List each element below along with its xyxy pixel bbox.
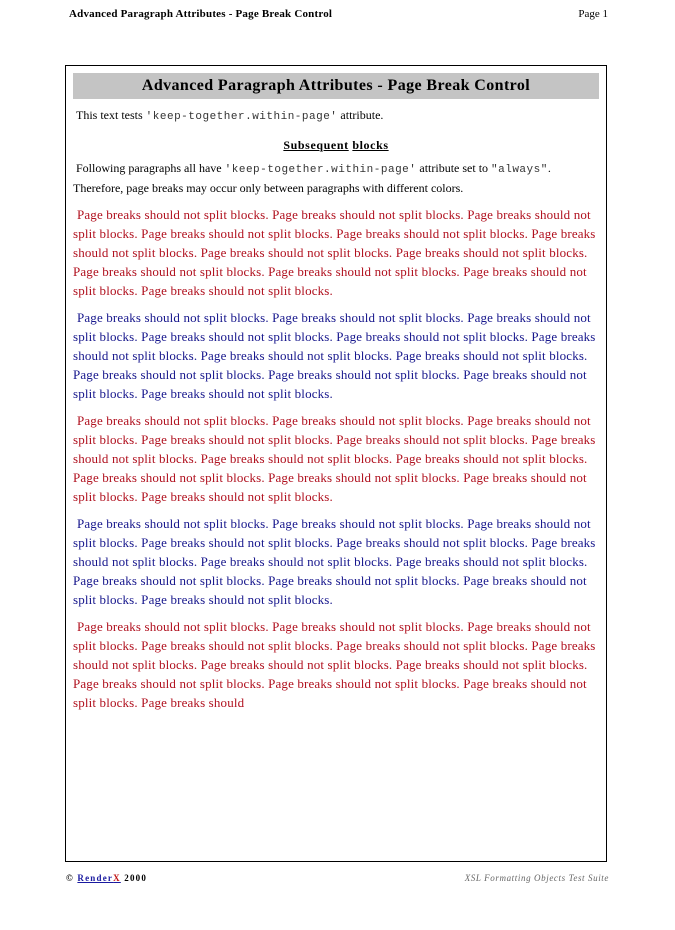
copyright-symbol: © <box>66 873 74 883</box>
brand-x: X <box>113 873 121 883</box>
running-header-title: Advanced Paragraph Attributes - Page Break Control <box>69 8 333 20</box>
note-code1: 'keep-together.within-page' <box>224 164 417 176</box>
paragraph-blue-2: Page breaks should not split blocks. Page breaks should not split blocks. Page breaks should not split blocks. Page breaks should not split blocks. Page breaks should not split blocks. Page breaks should not split blocks. Page breaks should not split blocks. Page breaks should not split blocks. Page breaks should not split blocks. Page breaks should not split blocks. Page breaks should not split blocks. Page breaks should not split blocks. <box>73 516 596 607</box>
intro-text <box>76 107 606 125</box>
note-text <box>73 159 599 197</box>
paragraph-blue-1: Page breaks should not split blocks. Page breaks should not split blocks. Page breaks should not split blocks. Page breaks should not split blocks. Page breaks should not split blocks. Page breaks should not split blocks. Page breaks should not split blocks. Page breaks should not split blocks. Page breaks should not split blocks. Page breaks should not split blocks. Page breaks should not split blocks. Page breaks should not split blocks. <box>73 310 596 401</box>
brand-main: Render <box>77 873 114 883</box>
note-code2: "always" <box>491 164 548 176</box>
footer-copyright <box>66 873 147 883</box>
note-line2: Therefore, page breaks may occur only between paragraphs with different colors. <box>73 181 464 195</box>
page-number: Page 1 <box>578 8 608 20</box>
footer-suite: XSL Formatting Objects Test Suite <box>464 873 609 883</box>
intro-code: 'keep-together.within-page' <box>145 111 338 123</box>
renderx-link[interactable] <box>77 873 120 883</box>
intro-before: This text tests <box>76 108 146 122</box>
paragraph-red-3: Page breaks should not split blocks. Page breaks should not split blocks. Page breaks should not split blocks. Page breaks should not split blocks. Page breaks should not split blocks. Page breaks should not split blocks. Page breaks should not split blocks. Page breaks should not split blocks. Page breaks should not split blocks. Page breaks should not split blocks. Page breaks should not split blocks. Page breaks should <box>73 619 596 710</box>
note-before: Following paragraphs all have <box>76 161 225 175</box>
note-after: . <box>547 161 551 175</box>
note-middle: attribute set to <box>416 161 492 175</box>
footer-year: 2000 <box>124 873 148 883</box>
section-title <box>66 137 606 153</box>
document-title: Advanced Paragraph Attributes - Page Break Control <box>73 73 599 99</box>
paragraph-red-1: Page breaks should not split blocks. Page breaks should not split blocks. Page breaks should not split blocks. Page breaks should not split blocks. Page breaks should not split blocks. Page breaks should not split blocks. Page breaks should not split blocks. Page breaks should not split blocks. Page breaks should not split blocks. Page breaks should not split blocks. Page breaks should not split blocks. Page breaks should not split blocks. <box>73 207 596 298</box>
paragraph-red-2: Page breaks should not split blocks. Page breaks should not split blocks. Page breaks should not split blocks. Page breaks should not split blocks. Page breaks should not split blocks. Page breaks should not split blocks. Page breaks should not split blocks. Page breaks should not split blocks. Page breaks should not split blocks. Page breaks should not split blocks. Page breaks should not split blocks. Page breaks should not split blocks. <box>73 413 596 504</box>
page-frame <box>65 65 607 862</box>
section-title-word1: Subsequent <box>283 138 349 152</box>
intro-after: attribute. <box>337 108 384 122</box>
section-title-word2: blocks <box>352 138 389 152</box>
